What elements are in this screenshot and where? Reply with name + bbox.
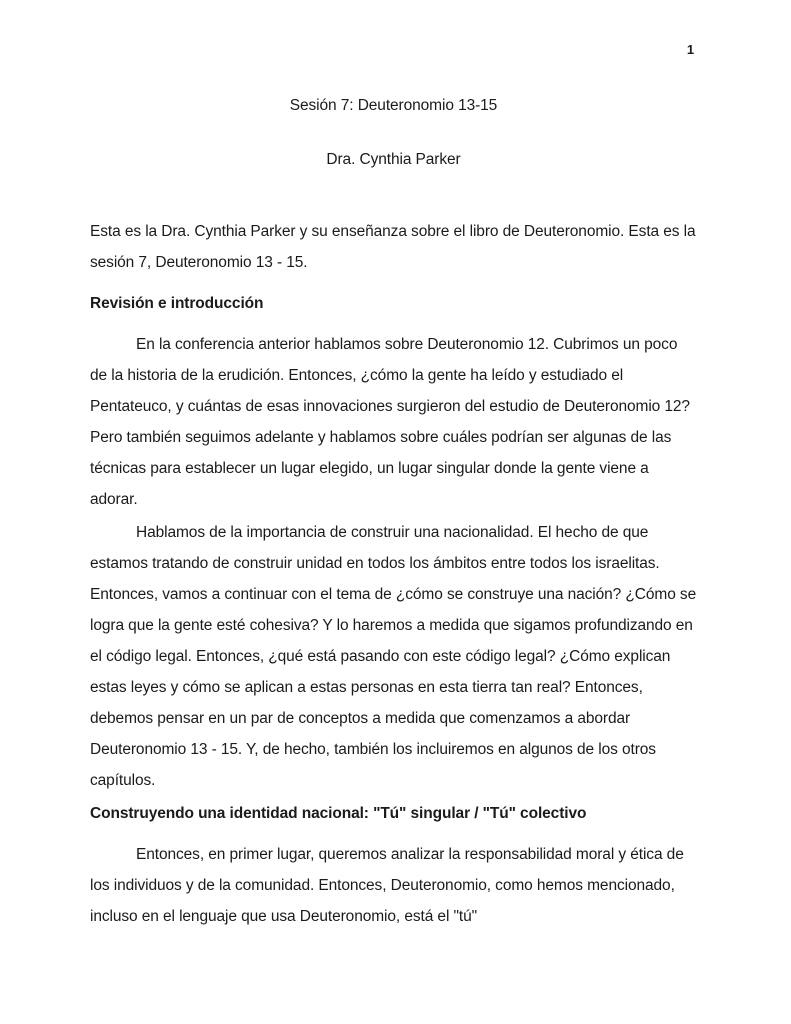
page-number: 1 <box>686 42 694 57</box>
document-author: Dra. Cynthia Parker <box>326 151 461 168</box>
paragraph-responsabilidad-moral: Entonces, en primer lugar, queremos analizar la responsabilidad moral y ética de los individuos y de la comunidad. Entonces, Deuteronomio, como hemos mencionado, incluso en el lenguaje que usa Deuteronomio, está el "tú" <box>90 846 684 925</box>
section-heading-revision-introduccion: Revisión e introducción <box>90 295 264 312</box>
paragraph-conferencia-anterior: En la conferencia anterior hablamos sobre Deuteronomio 12. Cubrimos un poco de la historia de la erudición. Entonces, ¿cómo la gente ha leído y estudiado el Pentateuco, y cuántas de esas innovaciones surgieron del estudio de Deuteronomio 12? Pero también seguimos adelante y hablamos sobre cuáles podrían ser algunas de las técnicas para establecer un lugar elegido, un lugar singular donde la gente viene a adorar. <box>90 336 690 508</box>
intro-paragraph: Esta es la Dra. Cynthia Parker y su enseñanza sobre el libro de Deuteronomio. Esta es la sesión 7, Deuteronomio 13 - 15. <box>90 223 696 271</box>
document-title: Sesión 7: Deuteronomio 13-15 <box>289 97 498 114</box>
section-heading-identidad-nacional: Construyendo una identidad nacional: "Tú" singular / "Tú" colectivo <box>90 805 587 822</box>
paragraph-nacionalidad: Hablamos de la importancia de construir una nacionalidad. El hecho de que estamos tratando de construir unidad en todos los ámbitos entre todos los israelitas. Entonces, vamos a continuar con el tema de ¿cómo se construye una nación? ¿Cómo se logra que la gente esté cohesiva? Y lo haremos a medida que sigamos profundizando en el código legal. Entonces, ¿qué está pasando con este código legal? ¿Cómo explican estas leyes y cómo se aplican a estas personas en esta tierra tan real? Entonces, debemos pensar en un par de conceptos a medida que comenzamos a abordar Deuteronomio 13 - 15. Y, de hecho, también los incluiremos en algunos de los otros capítulos. <box>90 524 697 789</box>
